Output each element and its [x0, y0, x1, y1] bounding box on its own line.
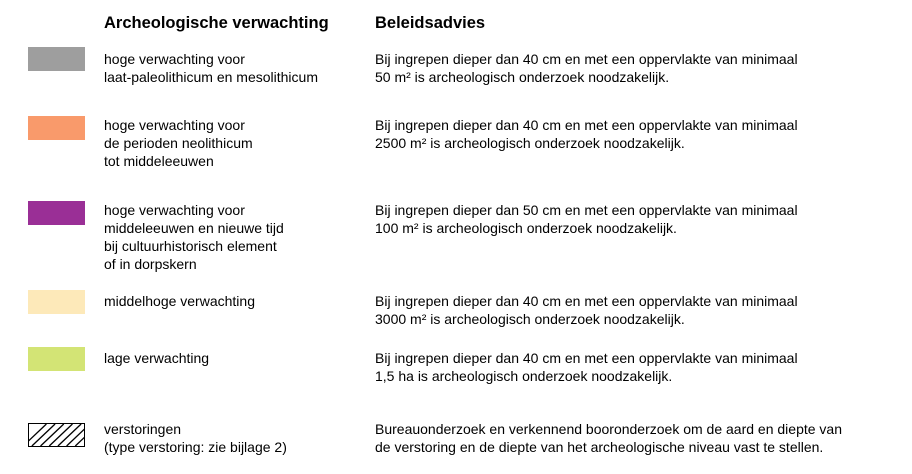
label-line: laat-paleolithicum en mesolithicum	[104, 69, 318, 85]
policy-advice	[375, 50, 798, 86]
label-line: de perioden neolithicum	[104, 135, 253, 151]
orange-swatch	[28, 116, 85, 140]
purple-swatch	[28, 201, 85, 225]
legend-label	[104, 201, 284, 273]
advice-line: 100 m² is archeologisch onderzoek noodzakelijk.	[375, 220, 677, 236]
policy-advice	[375, 349, 798, 385]
advice-line: Bij ingrepen dieper dan 40 cm en met een oppervlakte van minimaal	[375, 350, 798, 366]
label-line: middeleeuwen en nieuwe tijd	[104, 220, 284, 236]
advice-line: Bij ingrepen dieper dan 40 cm en met een oppervlakte van minimaal	[375, 117, 798, 133]
policy-advice	[375, 116, 798, 152]
legend-label	[104, 420, 287, 456]
label-line: tot middeleeuwen	[104, 153, 214, 169]
advice-line: 2500 m² is archeologisch onderzoek noodzakelijk.	[375, 135, 685, 151]
gray-swatch	[28, 47, 85, 71]
legend-label	[104, 292, 255, 310]
cream-swatch	[28, 290, 85, 314]
advice-line: Bij ingrepen dieper dan 50 cm en met een oppervlakte van minimaal	[375, 202, 798, 218]
label-line: lage verwachting	[104, 350, 210, 366]
advice-line: 50 m² is archeologisch onderzoek noodzakelijk.	[375, 69, 670, 85]
advice-line: Bij ingrepen dieper dan 40 cm en met een oppervlakte van minimaal	[375, 293, 798, 309]
lime-swatch	[28, 347, 85, 371]
advice-line: 3000 m² is archeologisch onderzoek noodzakelijk.	[375, 311, 685, 327]
label-line: middelhoge verwachting	[104, 293, 255, 309]
label-line: bij cultuurhistorisch element	[104, 238, 277, 254]
label-line: hoge verwachting voor	[104, 117, 245, 133]
label-line: (type verstoring: zie bijlage 2)	[104, 439, 287, 455]
legend-label	[104, 116, 253, 170]
advice-line: 1,5 ha is archeologisch onderzoek noodzakelijk.	[375, 368, 673, 384]
label-line: of in dorpskern	[104, 256, 197, 272]
label-line: verstoringen	[104, 421, 182, 437]
advice-line: de verstoring en de diepte van het archeologische niveau vast te stellen.	[375, 439, 824, 455]
hatched-swatch	[28, 423, 85, 447]
legend-label	[104, 50, 318, 86]
expectation-column-header: Archeologische verwachting	[104, 14, 329, 32]
legend-label	[104, 349, 209, 367]
label-line: hoge verwachting voor	[104, 51, 245, 67]
advice-line: Bureauonderzoek en verkennend booronderzoek om de aard en diepte van	[375, 421, 842, 437]
advice-line: Bij ingrepen dieper dan 40 cm en met een oppervlakte van minimaal	[375, 51, 798, 67]
policy-advice	[375, 420, 842, 456]
label-line: hoge verwachting voor	[104, 202, 245, 218]
advice-column-header: Beleidsadvies	[375, 14, 486, 32]
diagonal-hatch-icon	[29, 424, 84, 446]
policy-advice	[375, 201, 798, 237]
policy-advice	[375, 292, 798, 328]
